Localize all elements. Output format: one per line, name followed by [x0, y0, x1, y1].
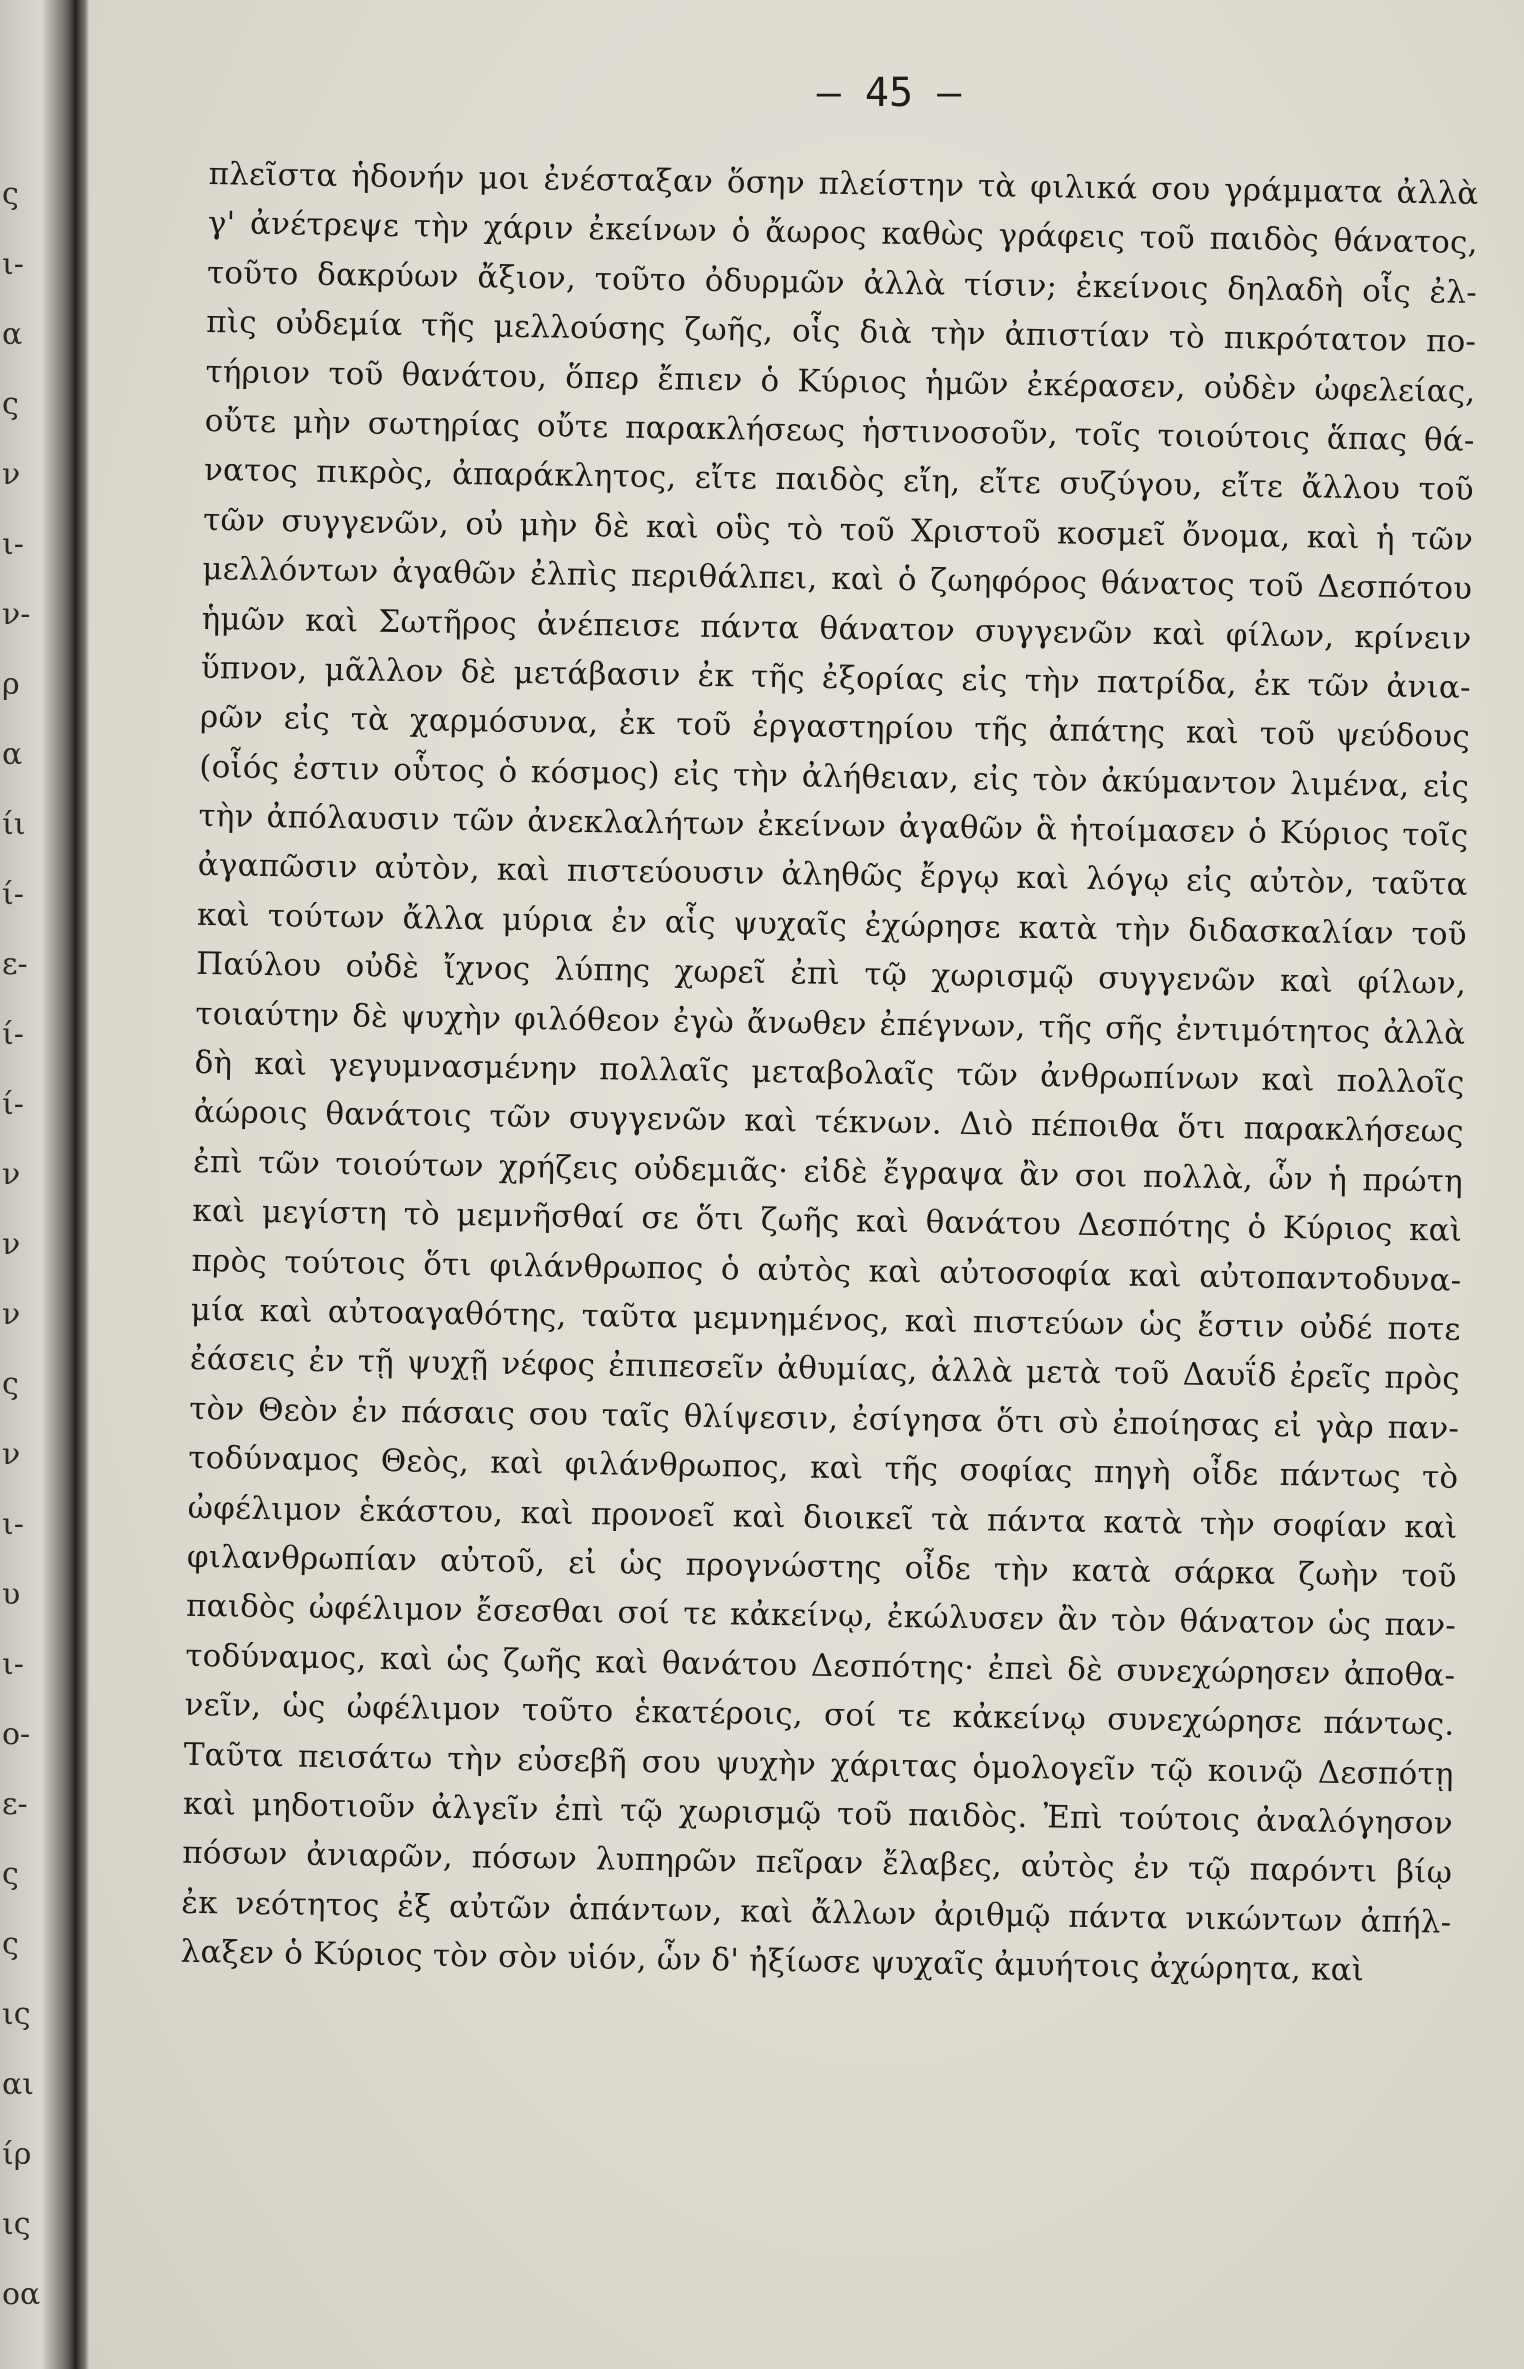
- left-page-fragment: ρ: [2, 667, 20, 702]
- text-line: τοδύναμος Θεὸς, καὶ φιλάνθρωπος, καὶ τῆς σοφίας πηγὴ οἶδε πάντως τὸ: [188, 1439, 1459, 1496]
- left-page-fragment: αι: [2, 2067, 35, 2102]
- left-page-fragment: ίρ: [2, 2137, 32, 2172]
- text-line: μελλόντων ἀγαθῶν ἐλπὶς περιθάλπει, καὶ ὁ ζωηφόρος θάνατος τοῦ Δεσπότου: [202, 551, 1473, 608]
- text-line: νατος πικρὸς, ἀπαράκλητος, εἴτε παιδὸς εἴη, εἴτε συζύγου, εἴτε ἄλλου τοῦ: [203, 452, 1475, 509]
- left-page-fragment: ί-: [2, 877, 24, 912]
- text-line: μία καὶ αὐτοαγαθότης, ταῦτα μεμνημένος, καὶ πιστεύων ὡς ἔστιν οὐδέ ποτε: [190, 1291, 1461, 1348]
- left-page-fragment: ε-: [2, 947, 28, 982]
- text-line: πλεῖστα ἡδονήν μοι ἐνέσταξαν ὅσην πλείστην τὰ φιλικά σου γράμματα ἀλλὰ: [208, 155, 1479, 212]
- text-line: τήριον τοῦ θανάτου, ὅπερ ἔπιεν ὁ Κύριος ἡμῶν ἐκέρασεν, οὐδὲν ὠφελείας,: [205, 353, 1476, 410]
- text-line: Παύλου οὐδὲ ἴχνος λύπης χωρεῖ ἐπὶ τῷ χωρισμῷ συγγενῶν καὶ φίλων,: [195, 946, 1467, 1003]
- text-line: (οἷός ἐστιν οὗτος ὁ κόσμος) εἰς τὴν ἀλήθειαν, εἰς τὸν ἀκύμαντον λιμένα, εἰς: [199, 748, 1470, 805]
- left-page-fragment: ς: [2, 1927, 19, 1962]
- text-line: ἡμῶν καὶ Σωτῆρος ἀνέπεισε πάντα θάνατον συγγενῶν καὶ φίλων, κρίνειν: [201, 600, 1472, 657]
- left-page-fragment: ι-: [2, 527, 24, 562]
- text-line: ρῶν εἰς τὰ χαρμόσυνα, ἐκ τοῦ ἐργαστηρίου τῆς ἀπάτης καὶ τοῦ ψεύδους: [199, 699, 1471, 756]
- left-page-fragment: ε-: [2, 1787, 28, 1822]
- left-page-fragment: ί-: [2, 1017, 24, 1052]
- text-line: καὶ μεγίστη τὸ μεμνῆσθαί σε ὅτι ζωῆς καὶ θανάτου Δεσπότης ὁ Κύριος καὶ: [192, 1193, 1463, 1250]
- text-line: πὶς οὐδεμία τῆς μελλούσης ζωῆς, οἷς διὰ τὴν ἀπιστίαν τὸ πικρότατον πο-: [206, 304, 1477, 361]
- text-line: τῶν συγγενῶν, οὐ μὴν δὲ καὶ οὓς τὸ τοῦ Χριστοῦ κοσμεῖ ὄνομα, καὶ ἡ τῶν: [202, 501, 1474, 558]
- left-page-fragment: ις: [2, 2207, 31, 2242]
- left-page-fragment: ν: [2, 1437, 21, 1472]
- left-page-fragment: ί-: [2, 1087, 24, 1122]
- text-line: ἀώροις θανάτοις τῶν συγγενῶν καὶ τέκνων. Διὸ πέποιθα ὅτι παρακλήσεως: [193, 1094, 1465, 1151]
- left-page-fragment: οα: [2, 2277, 41, 2312]
- left-page-fragment: α: [2, 737, 23, 772]
- text-line: τὸν Θεὸν ἐν πάσαις σου ταῖς θλίψεσιν, ἐσίγησα ὅτι σὺ ἐποίησας εἰ γὰρ παν-: [188, 1390, 1460, 1447]
- text-line: παιδὸς ὠφέλιμον ἔσεσθαι σοί τε κἀκείνῳ, ἐκώλυσεν ἂν τὸν θάνατον ὡς παν-: [185, 1588, 1457, 1645]
- text-line: λαξεν ὁ Κύριος τὸν σὸν υἱόν, ὧν δ' ἠξίωσε ψυχαῖς ἀμυήτοις ἀχώρητα, καὶ: [180, 1933, 1365, 1989]
- left-page-fragment: ι-: [2, 247, 24, 282]
- left-page-fragment: ς: [2, 177, 19, 212]
- page-number: — 45 —: [816, 70, 962, 116]
- left-page-fragment: ίι: [2, 807, 26, 842]
- left-page-fragment: ς: [2, 387, 19, 422]
- text-line: Ταῦτα πεισάτω τὴν εὐσεβῆ σου ψυχὴν χάριτας ὁμολογεῖν τῷ κοινῷ Δεσπότῃ: [183, 1736, 1454, 1793]
- left-page-edge: [0, 0, 75, 2369]
- left-page-fragment: ι-: [2, 1507, 24, 1542]
- text-line: δὴ καὶ γεγυμνασμένην πολλαῖς μεταβολαῖς τῶν ἀνθρωπίνων καὶ πολλοῖς: [194, 1044, 1465, 1101]
- text-line: νεῖν, ὡς ὠφέλιμον τοῦτο ἑκατέροις, σοί τε κἀκείνῳ συνεχώρησε πάντως.: [184, 1686, 1455, 1743]
- text-line: οὔτε μὴν σωτηρίας οὔτε παρακλήσεως ἡστινοσοῦν, τοῖς τοιούτοις ἅπας θά-: [204, 402, 1475, 459]
- text-line: ὠφέλιμον ἑκάστου, καὶ προνοεῖ καὶ διοικεῖ τὰ πάντα κατὰ τὴν σοφίαν καὶ: [187, 1489, 1458, 1546]
- text-line: φιλανθρωπίαν αὐτοῦ, εἰ ὡς προγνώστης οἶδε τὴν κατὰ σάρκα ζωὴν τοῦ: [186, 1538, 1458, 1595]
- text-line: γ' ἀνέτρεψε τὴν χάριν ἐκείνων ὁ ἄωρος καθὼς γράφεις τοῦ παιδὸς θάνατος,: [207, 205, 1478, 262]
- text-line: ὕπνον, μᾶλλον δὲ μετάβασιν ἐκ τῆς ἐξορίας εἰς τὴν πατρίδα, ἐκ τῶν ἀνια-: [200, 649, 1471, 706]
- left-page-fragment: ις: [2, 1997, 31, 2032]
- text-line: ἀγαπῶσιν αὐτὸν, καὶ πιστεύουσιν ἀληθῶς ἔργῳ καὶ λόγῳ εἰς αὐτὸν, ταῦτα: [197, 847, 1468, 904]
- text-line: ἐάσεις ἐν τῇ ψυχῇ νέφος ἐπιπεσεῖν ἀθυμίας, ἀλλὰ μετὰ τοῦ Δαυΐδ ἐρεῖς πρὸς: [189, 1341, 1461, 1398]
- left-page-fragment: υ: [2, 1577, 21, 1612]
- text-line: καὶ τούτων ἄλλα μύρια ἐν αἷς ψυχαῖς ἐχώρησε κατὰ τὴν διδασκαλίαν τοῦ: [196, 896, 1468, 953]
- text-line: τοδύναμος, καὶ ὡς ζωῆς καὶ θανάτου Δεσπότης· ἐπεὶ δὲ συνεχώρησεν ἀποθα-: [185, 1637, 1456, 1694]
- book-page: [89, 0, 1524, 2369]
- left-page-fragment: ν: [2, 457, 21, 492]
- text-line: ἐκ νεότητος ἐξ αὐτῶν ἁπάντων, καὶ ἄλλων ἀριθμῷ πάντα νικώντων ἀπήλ-: [181, 1884, 1452, 1941]
- left-page-fragment: ν-: [2, 597, 31, 632]
- text-line: πόσων ἀνιαρῶν, πόσων λυπηρῶν πεῖραν ἔλαβες, αὐτὸς ἐν τῷ παρόντι βίῳ: [181, 1835, 1453, 1892]
- text-line: τὴν ἀπόλαυσιν τῶν ἀνεκλαλήτων ἐκείνων ἀγαθῶν ἃ ἡτοίμασεν ὁ Κύριος τοῖς: [198, 797, 1469, 854]
- left-page-fragment: ν: [2, 1297, 21, 1332]
- left-page-fragment: ς: [2, 1367, 19, 1402]
- left-page-fragment: ι-: [2, 1647, 24, 1682]
- text-line: τοιαύτην δὲ ψυχὴν φιλόθεον ἐγὼ ἄνωθεν ἐπέγνων, τῆς σῆς ἐντιμότητος ἀλλὰ: [195, 995, 1466, 1052]
- left-page-fragment: ν: [2, 1157, 21, 1192]
- text-line: πρὸς τούτοις ὅτι φιλάνθρωπος ὁ αὐτὸς καὶ αὐτοσοφία καὶ αὐτοπαντοδυνα-: [191, 1242, 1462, 1299]
- left-page-fragment: ς: [2, 1857, 19, 1892]
- left-page-fragment: α: [2, 317, 23, 352]
- text-line: καὶ μηδοτιοῦν ἀλγεῖν ἐπὶ τῷ χωρισμῷ τοῦ παιδὸς. Ἐπὶ τούτοις ἀναλόγησον: [182, 1785, 1454, 1842]
- text-line: ἐπὶ τῶν τοιούτων χρήζεις οὐδεμιᾶς· εἰδὲ ἔγραψα ἂν σοι πολλὰ, ὧν ἡ πρώτη: [192, 1143, 1464, 1200]
- left-page-fragment: ο-: [2, 1717, 31, 1752]
- text-line: τοῦτο δακρύων ἄξιον, τοῦτο ὀδυρμῶν ἀλλὰ τίσιν; ἐκείνοις δηλαδὴ οἷς ἐλ-: [206, 254, 1478, 311]
- book-gutter: [75, 0, 89, 2369]
- left-page-fragment: ν: [2, 1227, 21, 1262]
- body-text: [180, 150, 1479, 1997]
